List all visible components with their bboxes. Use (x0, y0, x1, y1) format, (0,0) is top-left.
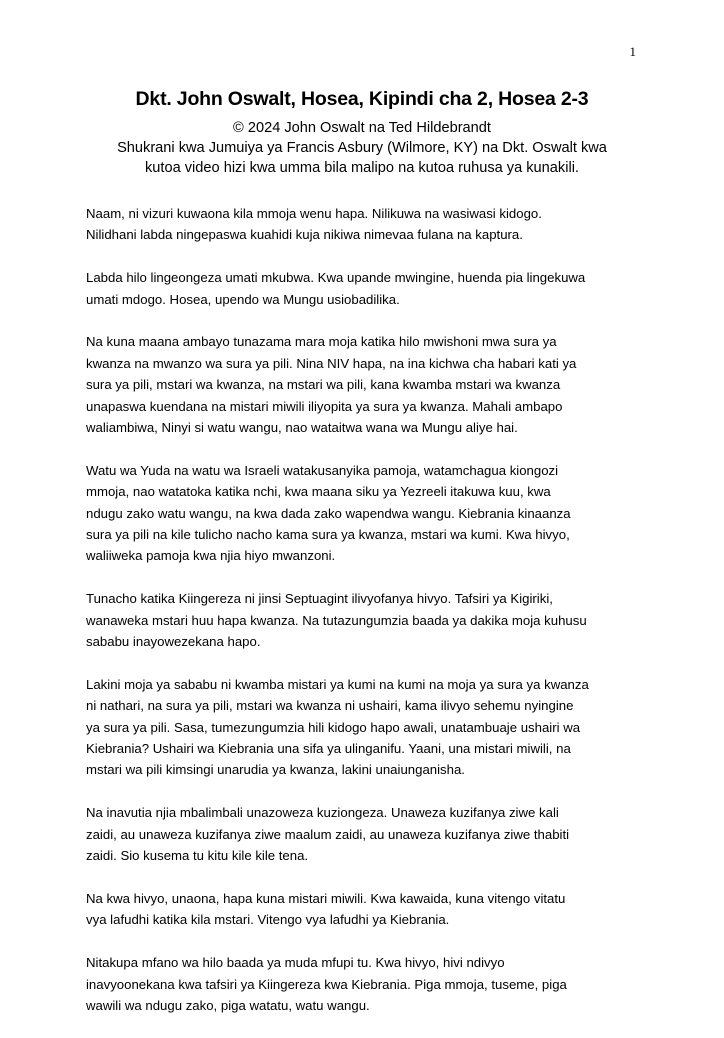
text-line: waliiweka pamoja kwa njia hiyo mwanzoni. (86, 548, 336, 564)
text-line: inavyoonekana kwa tafsiri ya Kiingereza kwa Kiebrania. Piga mmoja, tuseme, piga (86, 976, 567, 992)
text-line: sura ya pili na kile tulicho nacho kama sura ya kwanza, mstari wa kumi. Kwa hivyo, (86, 527, 570, 543)
text-line: Naam, ni vizuri kuwaona kila mmoja wenu hapa. Nilikuwa na wasiwasi kidogo. (86, 206, 542, 221)
paragraph (86, 267, 646, 310)
page-number: 1 (629, 44, 636, 59)
text-line: ya sura ya pili. Sasa, tumezungumzia hili kidogo hapo awali, unatambuaje ushairi wa (86, 719, 581, 735)
header-block (60, 118, 664, 178)
text-line: Nilidhani labda ningepaswa kuahidi kuja nikiwa nimevaa fulana na kaptura. (86, 227, 523, 243)
text-line: Kiebrania? Ushairi wa Kiebrania una sifa ya ulinganifu. Yaani, una mistari miwili, na (86, 741, 571, 757)
text-line: Tunacho katika Kiingereza ni jinsi Septuagint ilivyofanya hivyo. Tafsiri ya Kigiriki, (86, 591, 553, 607)
paragraph (86, 802, 646, 866)
acknowledgement-line-2: kutoa video hizi kwa umma bila malipo na kutoa ruhusa ya kunakili. (145, 160, 579, 176)
text-line: Labda hilo lingeongeza umati mkubwa. Kwa upande mwingine, huenda pia lingekuwa (86, 270, 586, 286)
text-line: Na kuna maana ambayo tunazama mara moja katika hilo mwishoni mwa sura ya (86, 334, 557, 350)
text-line: mmoja, nao watatoka katika nchi, kwa maana siku ya Yezreeli itakuwa kuu, kwa (86, 484, 551, 500)
paragraph (86, 203, 646, 246)
text-line: wanaweka mstari huu hapa kwanza. Na tutazungumzia baada ya dakika moja kuhusu (86, 612, 587, 628)
document-title: Dkt. John Oswalt, Hosea, Kipindi cha 2, Hosea 2-3 (135, 88, 589, 110)
text-line: wawili wa ndugu zako, piga watatu, watu wangu. (86, 997, 370, 1013)
text-line: ni nathari, na sura ya pili, mstari wa kwanza ni ushairi, kama ilivyo sehemu nyingine (86, 698, 574, 714)
paragraph (86, 460, 646, 567)
text-line: vya lafudhi katika kila mstari. Vitengo vya lafudhi ya Kiebrania. (86, 912, 450, 928)
paragraph (86, 952, 646, 1016)
text-line: waliambiwa, Ninyi si watu wangu, nao wataitwa wana wa Mungu aliye hai. (86, 420, 518, 436)
paragraph (86, 674, 646, 781)
paragraph (86, 588, 646, 652)
text-line: Na inavutia njia mbalimbali unazoweza kuziongeza. Unaweza kuzifanya ziwe kali (86, 805, 559, 821)
copyright-line: © 2024 John Oswalt na Ted Hildebrandt (233, 120, 491, 136)
acknowledgement-line-1: Shukrani kwa Jumuiya ya Francis Asbury (Wilmore, KY) na Dkt. Oswalt kwa (117, 140, 607, 156)
text-line: Watu wa Yuda na watu wa Israeli watakusanyika pamoja, watamchagua kiongozi (86, 462, 559, 478)
text-line: unapaswa kuendana na mistari miwili iliyopita ya sura ya kwanza. Mahali ambapo (86, 398, 563, 414)
text-line: sura ya pili, mstari wa kwanza, na mstari wa pili, kana kwamba mstari wa kwanza (86, 377, 561, 393)
text-line: zaidi, au unaweza kuzifanya ziwe maalum zaidi, au unaweza kuzifanya ziwe thabiti (86, 826, 570, 842)
text-line: kwanza na mwanzo wa sura ya pili. Nina NIV hapa, na ina kichwa cha habari kati ya (86, 355, 577, 371)
text-line: umati mdogo. Hosea, upendo wa Mungu usiobadilika. (86, 291, 400, 307)
paragraph (86, 888, 646, 931)
text-line: ndugu zako watu wangu, na kwa dada zako wapendwa wangu. Kiebrania kinaanza (86, 505, 571, 521)
text-line: zaidi. Sio kusema tu kitu kile kile tena. (86, 848, 309, 864)
text-line: Lakini moja ya sababu ni kwamba mistari ya kumi na kumi na moja ya sura ya kwanza (86, 676, 589, 692)
text-line: mstari wa pili kimsingi unarudia ya kwanza, lakini unaiunganisha. (86, 762, 465, 778)
paragraph (86, 331, 646, 438)
text-line: sababu inayowezekana hapo. (86, 634, 261, 650)
document-body (86, 203, 646, 1038)
text-line: Na kwa hivyo, unaona, hapa kuna mistari miwili. Kwa kawaida, kuna vitengo vitatu (86, 890, 566, 906)
text-line: Nitakupa mfano wa hilo baada ya muda mfupi tu. Kwa hivyo, hivi ndivyo (86, 955, 505, 971)
